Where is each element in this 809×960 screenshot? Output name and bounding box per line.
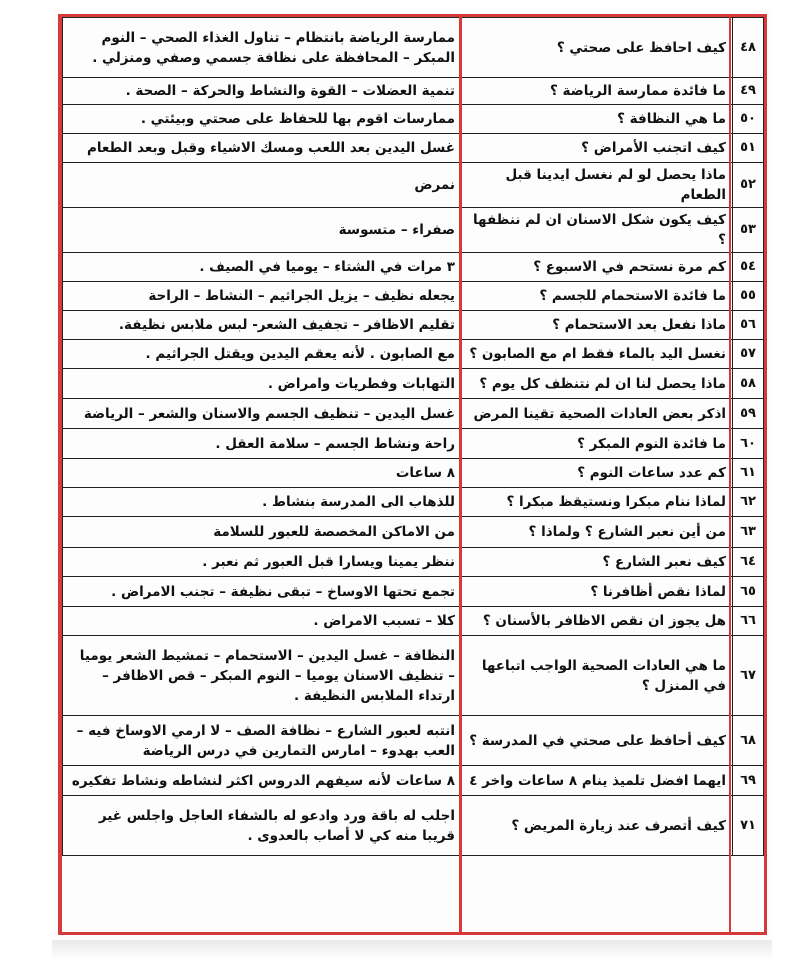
question-cell: كم عدد ساعات النوم ؟ (462, 459, 733, 488)
question-cell: نغسل اليد بالماء فقط ام مع الصابون ؟ (462, 340, 733, 369)
question-number: ٦٤ (733, 548, 764, 577)
table-row (63, 105, 764, 134)
question-cell: ما هي العادات الصحية الواجب اتباعها في المنزل ؟ (462, 636, 733, 716)
question-cell: ماذا يحصل لو لم نغسل ايدينا قبل الطعام (462, 163, 733, 208)
answer-cell: ٣ مرات في الشتاء – يوميا في الصيف . (63, 253, 462, 282)
question-number: ٥٢ (733, 163, 764, 208)
answer-cell: ننظر يمينا ويسارا قبل العبور ثم نعبر . (63, 548, 462, 577)
answer-cell: ممارسة الرياضة بانتظام – تناول الغذاء الصحي – النوم المبكر – المحافظة على نظافة جسمي وصفي ومنزلي . (63, 18, 462, 78)
frame-divider-number (729, 14, 731, 934)
question-number: ٦٥ (733, 577, 764, 607)
page-shadow (52, 940, 772, 960)
answer-cell: يجعله نظيف – يزيل الجراثيم – النشاط – الراحة (63, 282, 462, 311)
qa-table (62, 17, 764, 856)
question-number: ٥٩ (733, 399, 764, 429)
table-row (63, 548, 764, 577)
answer-cell: نمرض (63, 163, 462, 208)
question-cell: ما فائدة الاستحمام للجسم ؟ (462, 282, 733, 311)
question-cell: كيف اتجنب الأمراض ؟ (462, 134, 733, 163)
question-cell: هل يجوز ان نقص الاظافر بالأسنان ؟ (462, 607, 733, 636)
answer-cell: انتبه لعبور الشارع – نظافة الصف – لا ارمي الاوساخ فيه – العب بهدوء – امارس التمارين في درس الرياضة (63, 716, 462, 766)
question-number: ٥١ (733, 134, 764, 163)
question-number: ٦٣ (733, 517, 764, 548)
question-number: ٦٠ (733, 429, 764, 459)
answer-cell: غسل اليدين بعد اللعب ومسك الاشياء وقبل وبعد الطعام (63, 134, 462, 163)
question-number: ٥٧ (733, 340, 764, 369)
frame-border-right (764, 14, 767, 934)
answer-cell: اجلب له باقة ورد وادعو له بالشفاء العاجل واجلس غير قريبا منه كي لا أصاب بالعدوى . (63, 796, 462, 856)
question-cell: ماذا يحصل لنا ان لم نتنظف كل يوم ؟ (462, 369, 733, 399)
answer-cell: ممارسات اقوم بها للحفاظ على صحتي وبيئتي . (63, 105, 462, 134)
answer-cell: تقليم الاظافر – تجفيف الشعر- لبس ملابس نظيفة. (63, 311, 462, 340)
question-cell: كيف يكون شكل الاسنان ان لم ننظفها ؟ (462, 208, 733, 253)
question-number: ٦٧ (733, 636, 764, 716)
table-row (63, 78, 764, 105)
answer-cell: غسل اليدين – تنظيف الجسم والاسنان والشعر – الرياضة (63, 399, 462, 429)
frame-border-left (58, 14, 62, 934)
answer-cell: راحة ونشاط الجسم – سلامة العقل . (63, 429, 462, 459)
table-row (63, 636, 764, 716)
table-row (63, 399, 764, 429)
question-number: ٥٨ (733, 369, 764, 399)
question-cell: ما فائدة ممارسة الرياضة ؟ (462, 78, 733, 105)
question-cell: اذكر بعض العادات الصحية تقينا المرض (462, 399, 733, 429)
table-row (63, 577, 764, 607)
frame-border-top (58, 14, 767, 17)
question-cell: كم مرة نستحم في الاسبوع ؟ (462, 253, 733, 282)
question-cell: لماذا نقص أظافرنا ؟ (462, 577, 733, 607)
frame-divider-middle (459, 14, 462, 934)
table-row (63, 607, 764, 636)
question-cell: لماذا ننام مبكرا ونستيقظ مبكرا ؟ (462, 488, 733, 517)
table-row (63, 488, 764, 517)
table-row (63, 459, 764, 488)
answer-cell: ٨ ساعات (63, 459, 462, 488)
question-number: ٤٨ (733, 18, 764, 78)
table-row (63, 253, 764, 282)
question-cell: ما هي النظافة ؟ (462, 105, 733, 134)
question-number: ٥٤ (733, 253, 764, 282)
question-cell: ماذا نفعل بعد الاستحمام ؟ (462, 311, 733, 340)
answer-cell: تجمع تحتها الاوساخ – تبقى نظيفة – تجنب الامراض . (63, 577, 462, 607)
question-number: ٦٩ (733, 766, 764, 796)
table-row (63, 369, 764, 399)
answer-cell: صفراء – متسوسة (63, 208, 462, 253)
table-row (63, 766, 764, 796)
question-number: ٧١ (733, 796, 764, 856)
question-number: ٥٣ (733, 208, 764, 253)
question-number: ٦١ (733, 459, 764, 488)
question-cell: ايهما افضل تلميذ ينام ٨ ساعات واخر ٤ (462, 766, 733, 796)
table-row (63, 18, 764, 78)
frame-border-bottom (58, 932, 767, 935)
answer-cell: التهابات وفطريات وامراض . (63, 369, 462, 399)
table-row (63, 796, 764, 856)
question-cell: كيف أحافظ على صحتي في المدرسة ؟ (462, 716, 733, 766)
question-number: ٥٠ (733, 105, 764, 134)
question-number: ٥٥ (733, 282, 764, 311)
table-row (63, 340, 764, 369)
question-cell: كيف نعبر الشارع ؟ (462, 548, 733, 577)
table-row (63, 163, 764, 208)
question-number: ٤٩ (733, 78, 764, 105)
question-number: ٦٨ (733, 716, 764, 766)
table-row (63, 311, 764, 340)
answer-cell: للذهاب الى المدرسة بنشاط . (63, 488, 462, 517)
answer-cell: تنمية العضلات – القوة والنشاط والحركة – الصحة . (63, 78, 462, 105)
table-row (63, 429, 764, 459)
question-number: ٥٦ (733, 311, 764, 340)
answer-cell: مع الصابون . لأنه يعقم اليدين ويقتل الجراثيم . (63, 340, 462, 369)
question-number: ٦٢ (733, 488, 764, 517)
table-row (63, 716, 764, 766)
question-number: ٦٦ (733, 607, 764, 636)
question-cell: كيف أتصرف عند زيارة المريض ؟ (462, 796, 733, 856)
answer-cell: من الاماكن المخصصة للعبور للسلامة (63, 517, 462, 548)
question-cell: من أين نعبر الشارع ؟ ولماذا ؟ (462, 517, 733, 548)
answer-cell: النظافة – غسل اليدين – الاستحمام – تمشيط الشعر يوميا – تنظيف الاسنان يوميا – النوم المبكر – قص الاظافر – ارتداء الملابس النظيفة . (63, 636, 462, 716)
question-cell: كيف احافظ على صحتي ؟ (462, 18, 733, 78)
answer-cell: كلا – تسبب الامراض . (63, 607, 462, 636)
table-row (63, 282, 764, 311)
table-row (63, 134, 764, 163)
question-cell: ما فائدة النوم المبكر ؟ (462, 429, 733, 459)
answer-cell: ٨ ساعات لأنه سيفهم الدروس اكثر لنشاطه ونشاط تفكيره (63, 766, 462, 796)
table-row (63, 517, 764, 548)
table-row (63, 208, 764, 253)
qa-table-body (63, 18, 764, 856)
